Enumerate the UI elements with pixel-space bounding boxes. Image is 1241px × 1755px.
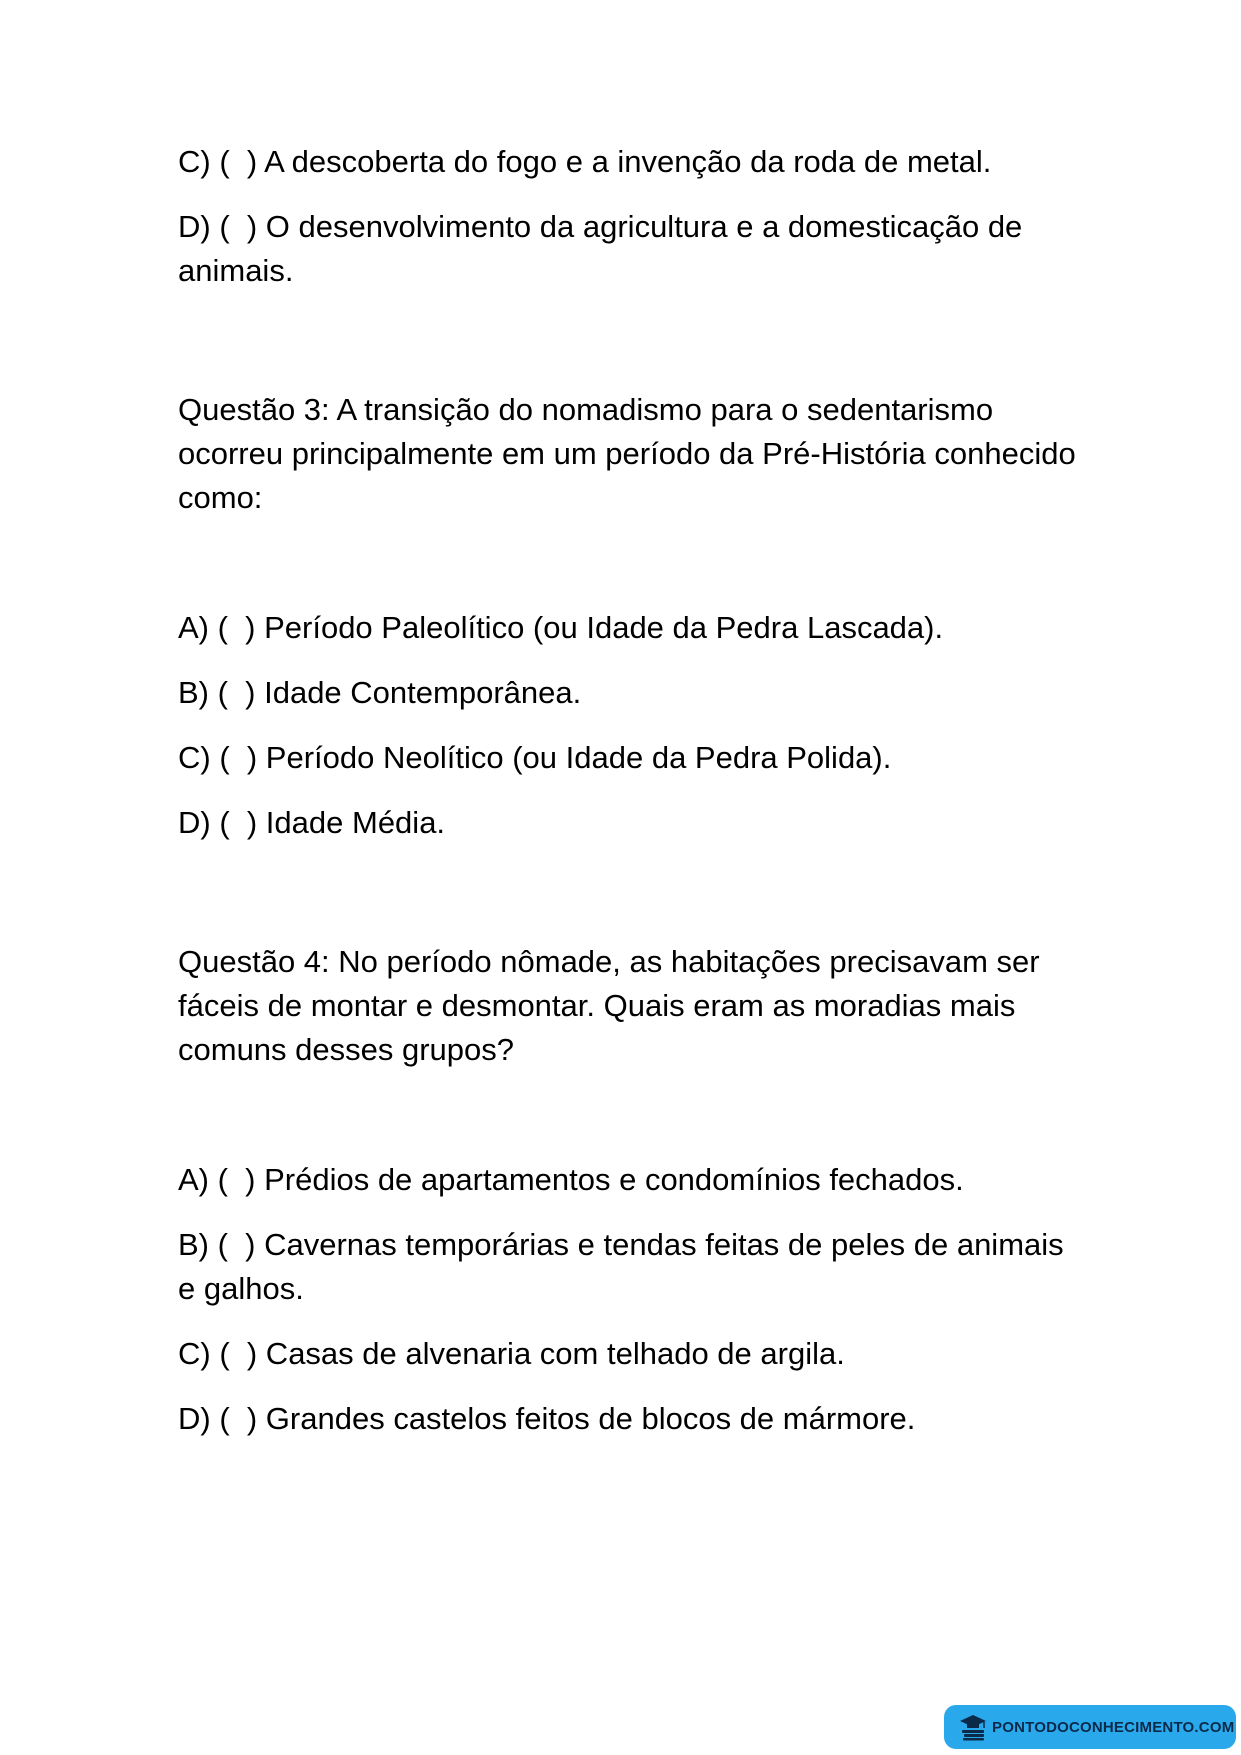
question-3-text: Questão 3: A transição do nomadismo para o sedentarismo ocorreu principalmente em um período da Pré-História conhecido como: [178, 392, 1076, 515]
site-badge-label: PONTODOCONHECIMENTO.COM [992, 1718, 1235, 1736]
question-4-text: Questão 4: No período nômade, as habitações precisavam ser fáceis de montar e desmontar. Quais eram as moradias mais comuns desses grupos? [178, 944, 1040, 1067]
option-b: B) ( ) Idade Contemporânea. [178, 675, 582, 710]
option-a: A) ( ) Período Paleolítico (ou Idade da Pedra Lascada). [178, 610, 944, 645]
option-a: A) ( ) Prédios de apartamentos e condomínios fechados. [178, 1162, 964, 1197]
option-c: C) ( ) A descoberta do fogo e a invenção da roda de metal. [178, 144, 992, 179]
option-c: C) ( ) Casas de alvenaria com telhado de argila. [178, 1336, 845, 1371]
option-b: B) ( ) Cavernas temporárias e tendas feitas de peles de animais e galhos. [178, 1227, 1073, 1306]
option-d: D) ( ) O desenvolvimento da agricultura e a domesticação de animais. [178, 209, 1031, 288]
option-d: D) ( ) Grandes castelos feitos de blocos de mármore. [178, 1401, 916, 1436]
option-d: D) ( ) Idade Média. [178, 805, 446, 840]
option-c: C) ( ) Período Neolítico (ou Idade da Pedra Polida). [178, 740, 892, 775]
question-3-options [178, 606, 1078, 845]
graduation-cap-books-icon [958, 1713, 988, 1741]
site-badge[interactable] [944, 1705, 1236, 1749]
worksheet-content [178, 140, 1078, 1441]
question-2-options [178, 140, 1078, 293]
question-4-options [178, 1158, 1078, 1441]
